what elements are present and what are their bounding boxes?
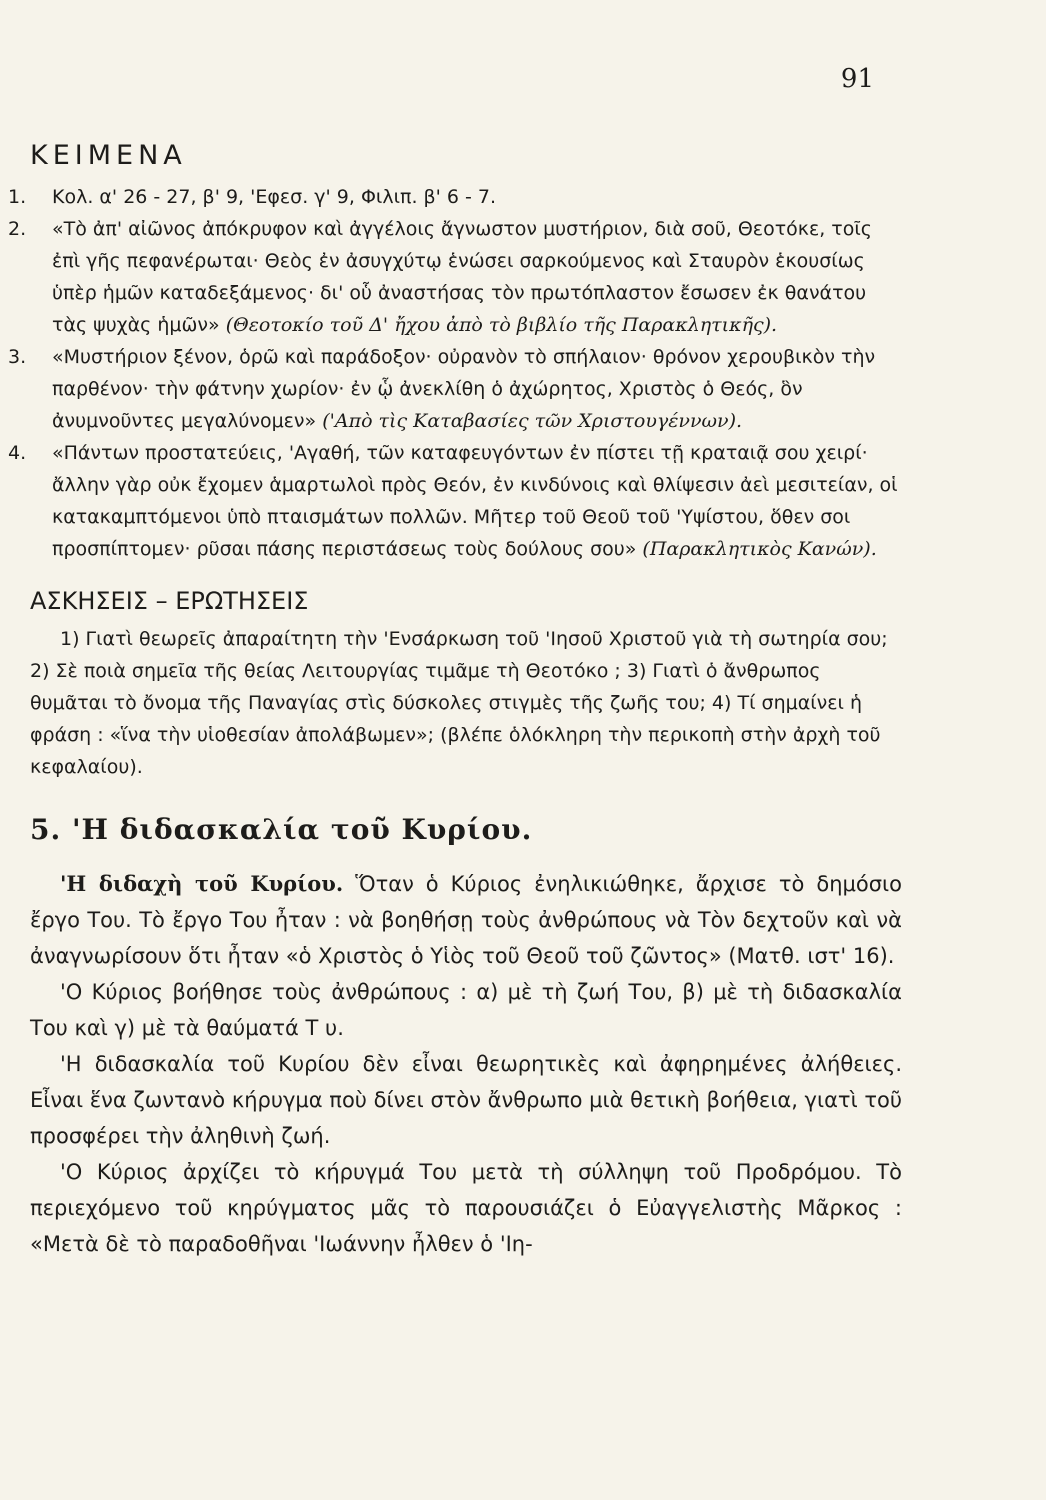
page-content <box>8 140 902 1262</box>
lesson-paragraph-3: 'Η διδασκαλία τοῦ Κυρίου δὲν εἶναι θεωρητικὲς καὶ ἀφηρημένες ἀλήθειες. Εἶναι ἕνα ζωντανὸ κήρυγμα ποὺ δίνει στὸν ἄνθρωπο μιὰ θετικὴ βοήθεια, γιατὶ τοῦ προσφέρει τὴν ἀληθινὴ ζωή. <box>30 1052 902 1148</box>
kimena-item-3 <box>8 341 902 437</box>
item-number: 2. <box>8 218 27 240</box>
item-text: «Τὸ ἀπ' αἰῶνος ἀπόκρυφον καὶ ἀγγέλοις ἄγνωστον μυστήριον, διὰ σοῦ, Θεοτόκε, τοῖς ἐπὶ γῆς πεφανέρωται· Θεὸς ἐν ἀσυγχύτῳ ἑνώσει σαρκούμενος καὶ Σταυρὸν ἑκουσίως ὑπὲρ ἡμῶν καταδεξάμενος· δι' οὗ ἀναστήσας τὸν πρωτόπλαστον ἔσωσεν ἐκ θανάτου τὰς ψυχὰς ἡμῶν» <box>52 218 872 336</box>
item-citation: (Θεοτοκίο τοῦ Δ' ἤχου ἀπὸ τὸ βιβλίο τῆς Παρακλητικῆς). <box>225 314 778 336</box>
kimena-item-2 <box>8 213 902 341</box>
item-text: «Πάντων προστατεύεις, 'Αγαθή, τῶν καταφευγόντων ἐν πίστει τῇ κραταιᾷ σου χειρί· ἄλλην γὰρ οὐκ ἔχομεν ἁμαρτωλοὶ πρὸς Θεόν, ἐν κινδύνοις καὶ θλίψεσιν ἀεὶ μεσιτείαν, οἱ κατακαμπτόμενοι ὑπὸ πταισμάτων πολλῶν. Μῆτερ τοῦ Θεοῦ τοῦ 'Υψίστου, ὅθεν σοι προσπίπτομεν· ρῦσαι πάσης περιστάσεως τοὺς δούλους σου» <box>52 442 898 560</box>
lesson-paragraph-1 <box>30 866 902 974</box>
lesson-paragraph-2: 'Ο Κύριος βοήθησε τοὺς ἀνθρώπους : α) μὲ τὴ ζωή Του, β) μὲ τὴ διδασκαλία Του καὶ γ) μὲ τὰ θαύματά Τ υ. <box>30 980 902 1040</box>
lesson-paragraph-4: 'Ο Κύριος ἀρχίζει τὸ κήρυγμά Του μετὰ τὴ σύλληψη τοῦ Προδρόμου. Τὸ περιεχόμενο τοῦ κηρύγματος μᾶς τὸ παρουσιάζει ὁ Εὐαγγελιστὴς Μᾶρκος : «Μετὰ δὲ τὸ παραδοθῆναι 'Ιωάννην ἦλθεν ὁ 'Ιη- <box>30 1160 902 1256</box>
page-number: 91 <box>840 64 874 94</box>
kimena-item-1 <box>8 181 902 213</box>
lesson-paragraph-1-text: Ὅταν ὁ Κύριος ἐνηλικιώθηκε, ἄρχισε τὸ δημόσιο ἔργο Του. Τὸ ἔργο Του ἦταν : νὰ βοηθήσῃ τοὺς ἀνθρώπους νὰ Τὸν δεχτοῦν καὶ νὰ ἀναγνωρίσουν ὅτι ἦταν «ὁ Χριστὸς ὁ Υἱὸς τοῦ Θεοῦ τοῦ ζῶντος» (Ματθ. ιστ' 16). <box>30 872 902 968</box>
kimena-title: ΚΕΙΜΕΝΑ <box>30 140 187 171</box>
item-number: 4. <box>8 442 27 464</box>
item-citation: ('Απὸ τὶς Καταβασίες τῶν Χριστουγέννων). <box>322 410 743 432</box>
lesson-lead-heading: 'Η διδαχὴ τοῦ Κυρίου. <box>60 871 344 896</box>
item-text: «Μυστήριον ξένον, ὁρῶ καὶ παράδοξον· οὐρανὸν τὸ σπήλαιον· θρόνον χερουβικὸν τὴν παρθένον· τὴν φάτνην χωρίον· ἐν ᾧ ἀνεκλίθη ὁ ἀχώρητος, Χριστὸς ὁ Θεός, ὃν ἀνυμνοῦντες μεγαλύνομεν» <box>52 346 876 432</box>
kimena-item-4 <box>8 437 902 565</box>
item-text: Κολ. α' 26 - 27, β' 9, 'Εφεσ. γ' 9, Φιλιπ. β' 6 - 7. <box>52 186 497 208</box>
item-number: 3. <box>8 346 27 368</box>
askiseis-questions: 1) Γιατὶ θεωρεῖς ἀπαραίτητη τὴν 'Ενσάρκωση τοῦ 'Ιησοῦ Χριστοῦ γιὰ τὴ σωτηρία σου; 2) Σὲ ποιὰ σημεῖα τῆς θείας Λειτουργίας τιμᾶμε τὴ Θεοτόκο ; 3) Γιατὶ ὁ ἄνθρωπος θυμᾶται τὸ ὄνομα τῆς Παναγίας στὶς δύσκολες στιγμὲς τῆς ζωῆς του; 4) Τί σημαίνει ἡ φράση : «ἵνα τὴν υἱοθεσίαν ἀπολάβωμεν»; (βλέπε ὁλόκληρη τὴν περικοπὴ στὴν ἀρχὴ τοῦ κεφαλαίου). <box>30 628 888 778</box>
lesson-title: 5. 'Η διδασκαλία τοῦ Κυρίου. <box>30 813 533 846</box>
item-number: 1. <box>8 186 27 208</box>
askiseis-title: ΑΣΚΗΣΕΙΣ – ΕΡΩΤΗΣΕΙΣ <box>30 587 309 615</box>
item-citation: (Παρακλητικὸς Κανών). <box>642 538 877 560</box>
